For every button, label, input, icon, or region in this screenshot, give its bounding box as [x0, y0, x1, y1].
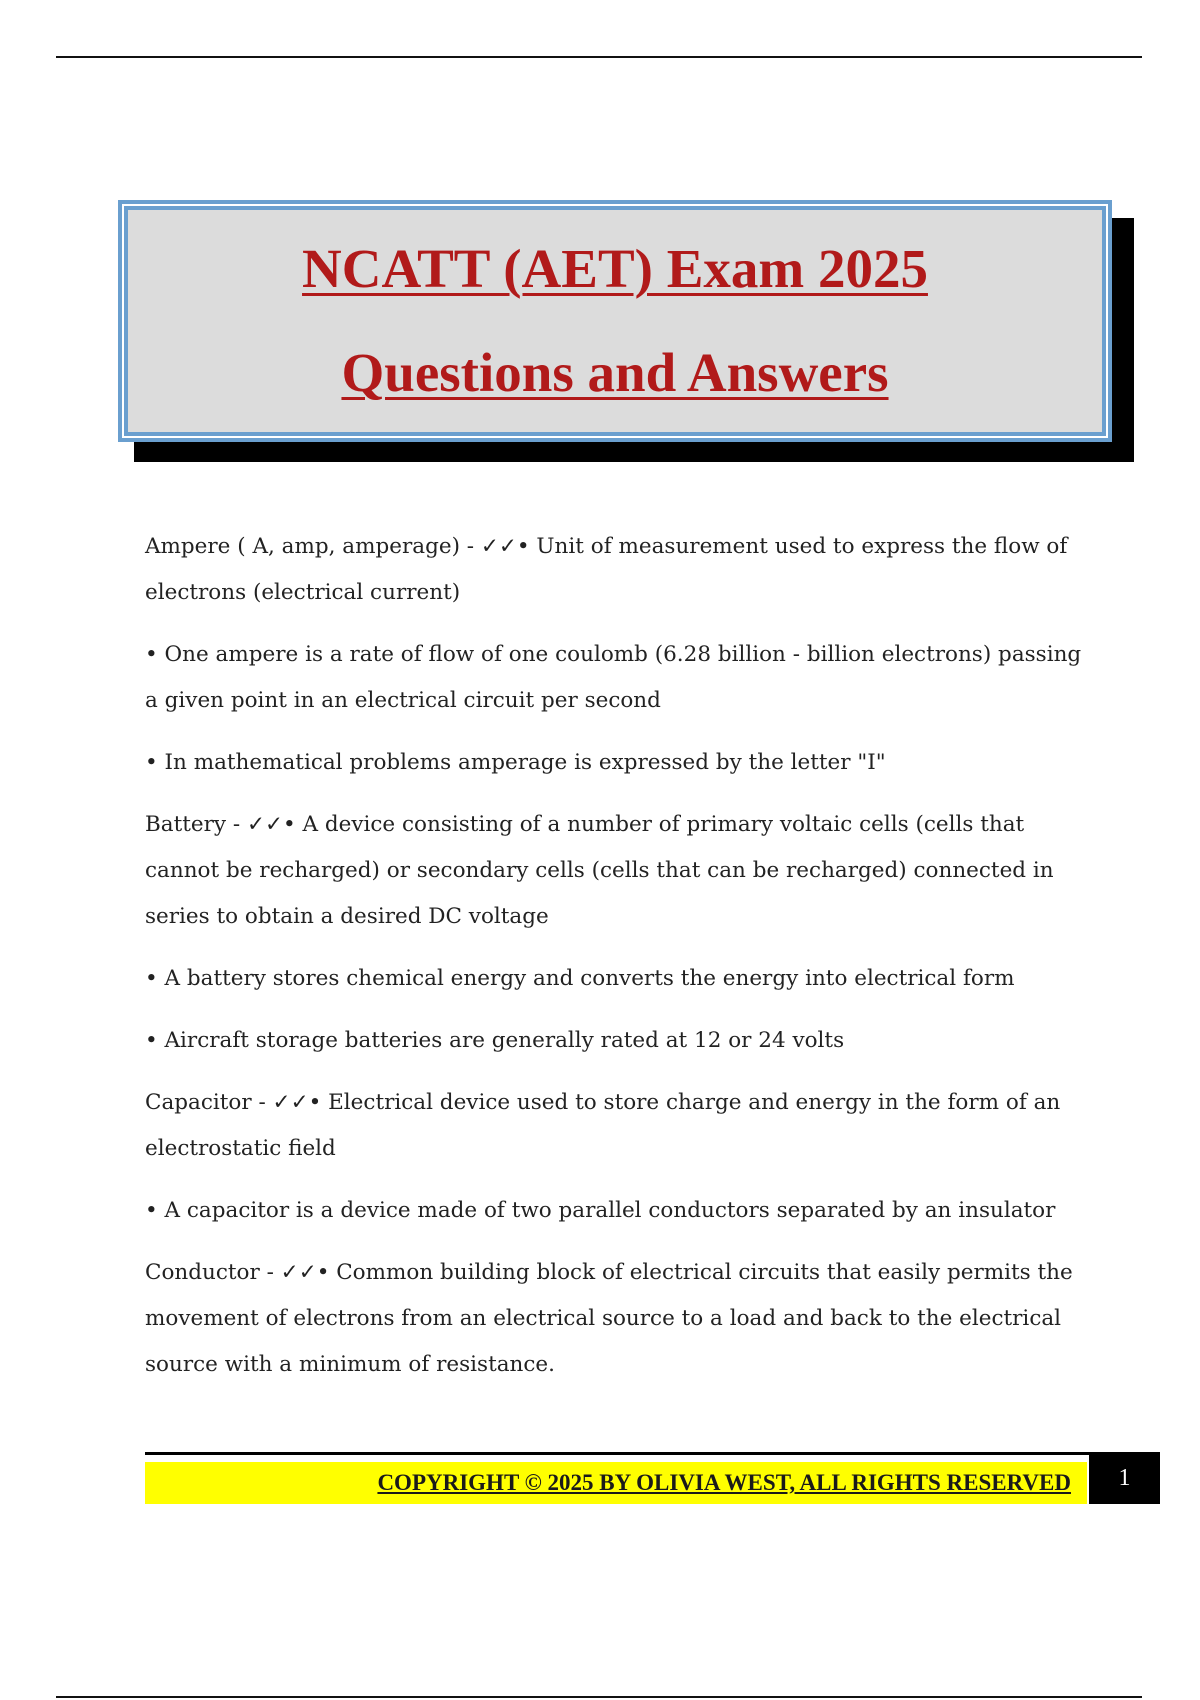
entry-battery-rating: • Aircraft storage batteries are generally rated at 12 or 24 volts [145, 1028, 845, 1053]
footer-rule [145, 1452, 1089, 1455]
footer-bar [145, 1462, 1087, 1504]
qa-content [145, 524, 1095, 1404]
title-box [118, 200, 1112, 442]
entry-capacitor: Capacitor - ✓✓• Electrical device used to store charge and energy in the form of an electrostatic field [145, 1090, 1061, 1161]
title-line-1: NCATT (AET) Exam 2025 [302, 238, 928, 299]
bottom-rule [56, 1696, 1142, 1698]
entry-ampere: Ampere ( A, amp, amperage) - ✓✓• Unit of measurement used to express the flow of electrons (electrical current) [145, 534, 1068, 605]
entry-ampere-letter: • In mathematical problems amperage is expressed by the letter "I" [145, 750, 886, 775]
copyright-text: COPYRIGHT © 2025 BY OLIVIA WEST, ALL RIGHTS RESERVED [377, 1470, 1071, 1495]
top-rule [56, 56, 1142, 58]
page-number: 1 [1089, 1452, 1160, 1504]
entry-battery: Battery - ✓✓• A device consisting of a number of primary voltaic cells (cells that cannot be recharged) or secondary cells (cells that can be recharged) connected in series to obtain a desired DC voltage [145, 812, 1054, 929]
title-line-2: Questions and Answers [341, 342, 889, 403]
entry-conductor: Conductor - ✓✓• Common building block of electrical circuits that easily permits the movement of electrons from an electrical source to a load and back to the electrical source with a minimum of resistance. [145, 1260, 1073, 1377]
entry-ampere-coulomb: • One ampere is a rate of flow of one coulomb (6.28 billion - billion electrons) passing a given point in an electrical circuit per second [145, 642, 1082, 713]
entry-battery-energy: • A battery stores chemical energy and converts the energy into electrical form [145, 966, 1015, 991]
entry-capacitor-structure: • A capacitor is a device made of two parallel conductors separated by an insulator [145, 1198, 1056, 1223]
